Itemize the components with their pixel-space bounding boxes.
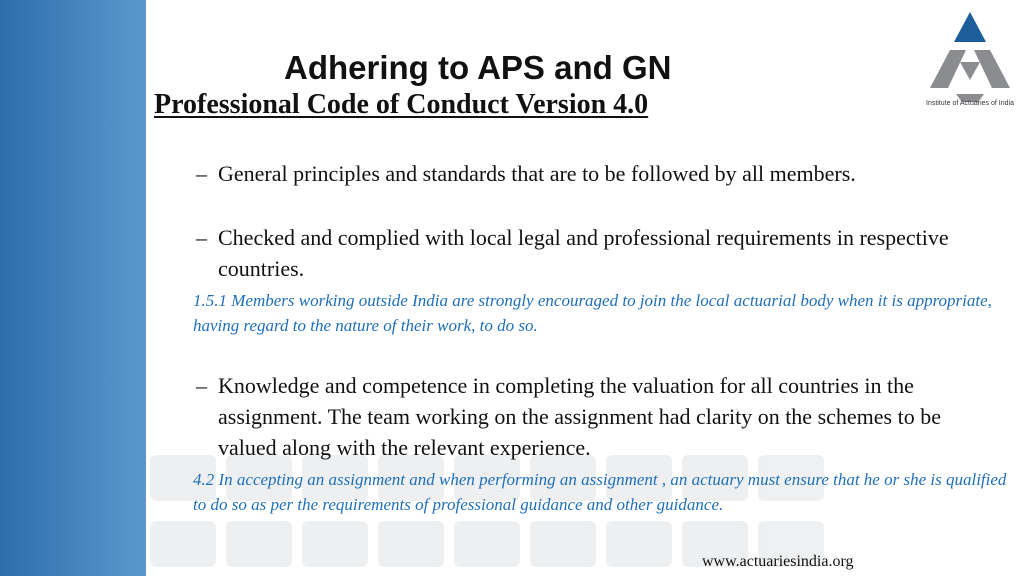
institute-logo-icon (920, 10, 1020, 110)
logo-caption: Institute of Actuaries of India (926, 100, 1014, 107)
bullet-item (196, 370, 996, 463)
bullet-item (196, 158, 986, 189)
bullet-dash: – (196, 161, 207, 186)
side-accent-bar (0, 0, 146, 576)
slide-title: Adhering to APS and GN (284, 49, 672, 86)
slide-subtitle: Professional Code of Conduct Version 4.0 (154, 89, 649, 120)
footer-url: www.actuariesindia.org (702, 553, 854, 570)
bullet-dash: – (196, 225, 207, 250)
code-quote: 4.2 In accepting an assignment and when performing an assignment , an actuary must ensure that he or she is qualified to do so as per the requirements of professional guidance and other guidance. (193, 470, 1007, 514)
bullet-text: Knowledge and competence in completing the valuation for all countries in the assignment. The team working on the assignment had clarity on the schemes to be valued along with the relevant experience. (218, 373, 941, 460)
bullet-text: General principles and standards that are to be followed by all members. (218, 161, 856, 186)
bullet-item (196, 222, 976, 284)
bullet-dash: – (196, 373, 207, 398)
bullet-text: Checked and complied with local legal and professional requirements in respective countries. (218, 225, 949, 281)
code-quote: 1.5.1 Members working outside India are strongly encouraged to join the local actuarial body when it is appropriate, having regard to the nature of their work, to do so. (193, 291, 992, 335)
